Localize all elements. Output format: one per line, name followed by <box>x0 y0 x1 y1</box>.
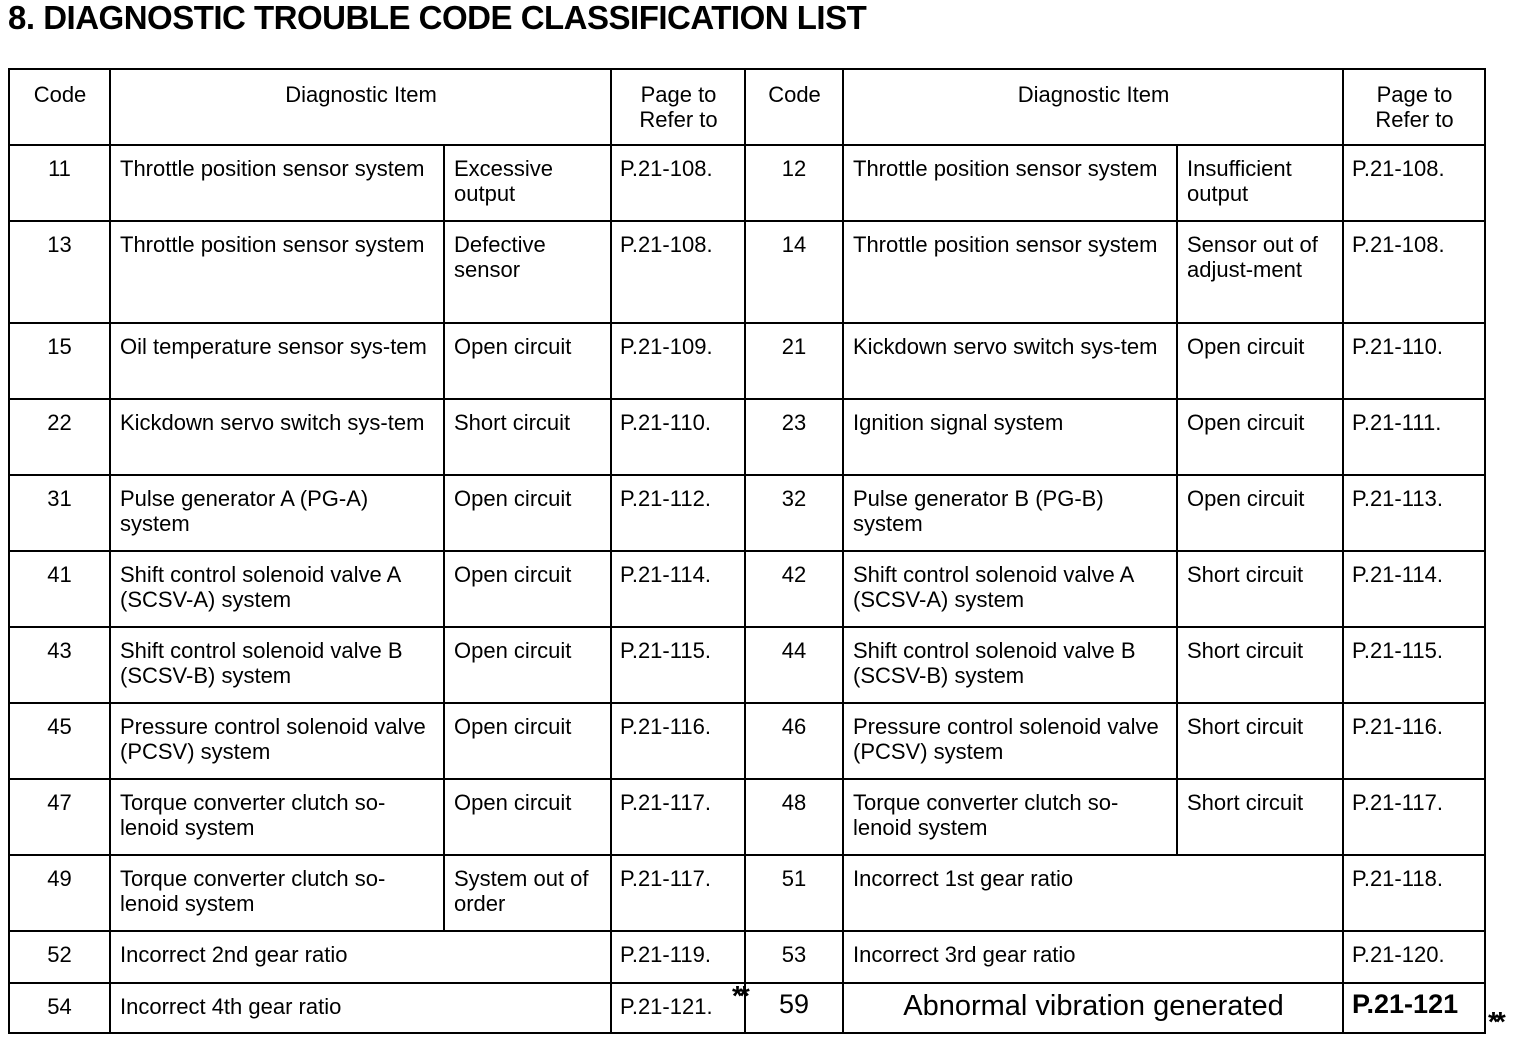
diagnostic-item-cell: Torque converter clutch so-lenoid system <box>110 779 444 855</box>
header-code: Code <box>9 69 110 145</box>
code-cell: 42 <box>745 551 843 627</box>
page-ref-cell: P.21-117. <box>611 779 745 855</box>
code-cell: 32 <box>745 475 843 551</box>
status-cell: Open circuit <box>444 475 611 551</box>
table-row <box>9 221 1485 323</box>
status-cell: Short circuit <box>444 399 611 475</box>
page-ref-cell: P.21-117. <box>1343 779 1485 855</box>
dtc-table <box>8 68 1486 1034</box>
table-row <box>9 399 1485 475</box>
table-row <box>9 983 1485 1033</box>
code-cell: 59 <box>745 983 843 1033</box>
status-cell: System out of order <box>444 855 611 931</box>
status-cell: Open circuit <box>1177 323 1343 399</box>
page-ref-cell: P.21-108. <box>1343 145 1485 221</box>
code-cell: 44 <box>745 627 843 703</box>
revision-mark: ** <box>1488 1006 1502 1037</box>
diagnostic-item-cell: Oil temperature sensor sys-tem <box>110 323 444 399</box>
code-cell: 22 <box>9 399 110 475</box>
diagnostic-item-cell: Incorrect 1st gear ratio <box>843 855 1343 931</box>
page-ref-cell: P.21-110. <box>1343 323 1485 399</box>
status-cell: Open circuit <box>444 703 611 779</box>
code-cell: 41 <box>9 551 110 627</box>
table-row <box>9 551 1485 627</box>
page-ref-cell: P.21-115. <box>1343 627 1485 703</box>
status-cell: Short circuit <box>1177 627 1343 703</box>
diagnostic-item-cell: Kickdown servo switch sys-tem <box>110 399 444 475</box>
page-ref-cell: P.21-110. <box>611 399 745 475</box>
table-row <box>9 931 1485 983</box>
code-cell: 43 <box>9 627 110 703</box>
diagnostic-item-cell: Shift control solenoid valve A (SCSV-A) system <box>843 551 1177 627</box>
page-ref-cell: P.21-121 <box>1343 983 1485 1033</box>
page-ref-cell: P.21-119. <box>611 931 745 983</box>
header-diagnostic-item: Diagnostic Item <box>843 69 1343 145</box>
diagnostic-item-cell: Pressure control solenoid valve (PCSV) system <box>110 703 444 779</box>
diagnostic-item-cell: Incorrect 2nd gear ratio <box>110 931 611 983</box>
status-cell: Short circuit <box>1177 779 1343 855</box>
page-ref-cell: P.21-116. <box>1343 703 1485 779</box>
status-cell: Open circuit <box>1177 399 1343 475</box>
code-cell: 54 <box>9 983 110 1033</box>
table-row <box>9 145 1485 221</box>
diagnostic-item-cell: Shift control solenoid valve A (SCSV-A) system <box>110 551 444 627</box>
diagnostic-item-cell: Pulse generator A (PG-A) system <box>110 475 444 551</box>
status-cell: Excessive output <box>444 145 611 221</box>
revision-mark: ** <box>732 980 746 1011</box>
diagnostic-item-cell: Incorrect 4th gear ratio <box>110 983 611 1033</box>
code-cell: 51 <box>745 855 843 931</box>
diagnostic-item-cell: Throttle position sensor system <box>843 221 1177 323</box>
code-cell: 13 <box>9 221 110 323</box>
page-ref-cell: P.21-112. <box>611 475 745 551</box>
table-row <box>9 627 1485 703</box>
diagnostic-item-cell: Pressure control solenoid valve (PCSV) system <box>843 703 1177 779</box>
status-cell: Defective sensor <box>444 221 611 323</box>
page-ref-cell: P.21-116. <box>611 703 745 779</box>
diagnostic-item-cell: Incorrect 3rd gear ratio <box>843 931 1343 983</box>
diagnostic-item-cell: Torque converter clutch so-lenoid system <box>843 779 1177 855</box>
status-cell: Open circuit <box>444 323 611 399</box>
diagnostic-item-cell: Throttle position sensor system <box>110 221 444 323</box>
status-cell: Short circuit <box>1177 703 1343 779</box>
page-ref-cell: P.21-113. <box>1343 475 1485 551</box>
header-row <box>9 69 1485 145</box>
page-title: 8. DIAGNOSTIC TROUBLE CODE CLASSIFICATION LIST <box>8 0 867 36</box>
diagnostic-item-cell: Shift control solenoid valve B (SCSV-B) system <box>110 627 444 703</box>
diagnostic-item-cell: Throttle position sensor system <box>110 145 444 221</box>
code-cell: 15 <box>9 323 110 399</box>
page-ref-cell: P.21-109. <box>611 323 745 399</box>
table-row <box>9 323 1485 399</box>
header-page-to-refer-to: Page to Refer to <box>611 69 745 145</box>
diagnostic-item-cell: Ignition signal system <box>843 399 1177 475</box>
page-ref-cell: P.21-108. <box>611 145 745 221</box>
page-ref-cell: P.21-114. <box>1343 551 1485 627</box>
page-ref-cell: P.21-108. <box>1343 221 1485 323</box>
status-cell: Open circuit <box>444 551 611 627</box>
code-cell: 53 <box>745 931 843 983</box>
diagnostic-item-cell: Kickdown servo switch sys-tem <box>843 323 1177 399</box>
code-cell: 11 <box>9 145 110 221</box>
status-cell: Open circuit <box>444 779 611 855</box>
code-cell: 49 <box>9 855 110 931</box>
page-ref-cell: P.21-121. <box>611 983 745 1033</box>
diagnostic-item-cell: Shift control solenoid valve B (SCSV-B) system <box>843 627 1177 703</box>
page-ref-cell: P.21-117. <box>611 855 745 931</box>
status-cell: Insufficient output <box>1177 145 1343 221</box>
code-cell: 14 <box>745 221 843 323</box>
header-code: Code <box>745 69 843 145</box>
diagnostic-item-cell: Throttle position sensor system <box>843 145 1177 221</box>
page-ref-cell: P.21-115. <box>611 627 745 703</box>
page-ref-cell: P.21-120. <box>1343 931 1485 983</box>
diagnostic-item-cell: Pulse generator B (PG-B) system <box>843 475 1177 551</box>
status-cell: Sensor out of adjust-ment <box>1177 221 1343 323</box>
code-cell: 45 <box>9 703 110 779</box>
page-ref-cell: P.21-111. <box>1343 399 1485 475</box>
header-diagnostic-item: Diagnostic Item <box>110 69 611 145</box>
table-row <box>9 779 1485 855</box>
table-row <box>9 703 1485 779</box>
header-page-to-refer-to: Page to Refer to <box>1343 69 1485 145</box>
code-cell: 48 <box>745 779 843 855</box>
code-cell: 23 <box>745 399 843 475</box>
code-cell: 52 <box>9 931 110 983</box>
status-cell: Open circuit <box>1177 475 1343 551</box>
table-row <box>9 475 1485 551</box>
code-cell: 46 <box>745 703 843 779</box>
code-cell: 21 <box>745 323 843 399</box>
page-ref-cell: P.21-108. <box>611 221 745 323</box>
code-cell: 12 <box>745 145 843 221</box>
status-cell: Open circuit <box>444 627 611 703</box>
diagnostic-item-cell: Torque converter clutch so-lenoid system <box>110 855 444 931</box>
diagnostic-item-cell: Abnormal vibration generated <box>843 983 1343 1033</box>
table-row <box>9 855 1485 931</box>
page-ref-cell: P.21-118. <box>1343 855 1485 931</box>
code-cell: 31 <box>9 475 110 551</box>
code-cell: 47 <box>9 779 110 855</box>
page-ref-cell: P.21-114. <box>611 551 745 627</box>
status-cell: Short circuit <box>1177 551 1343 627</box>
